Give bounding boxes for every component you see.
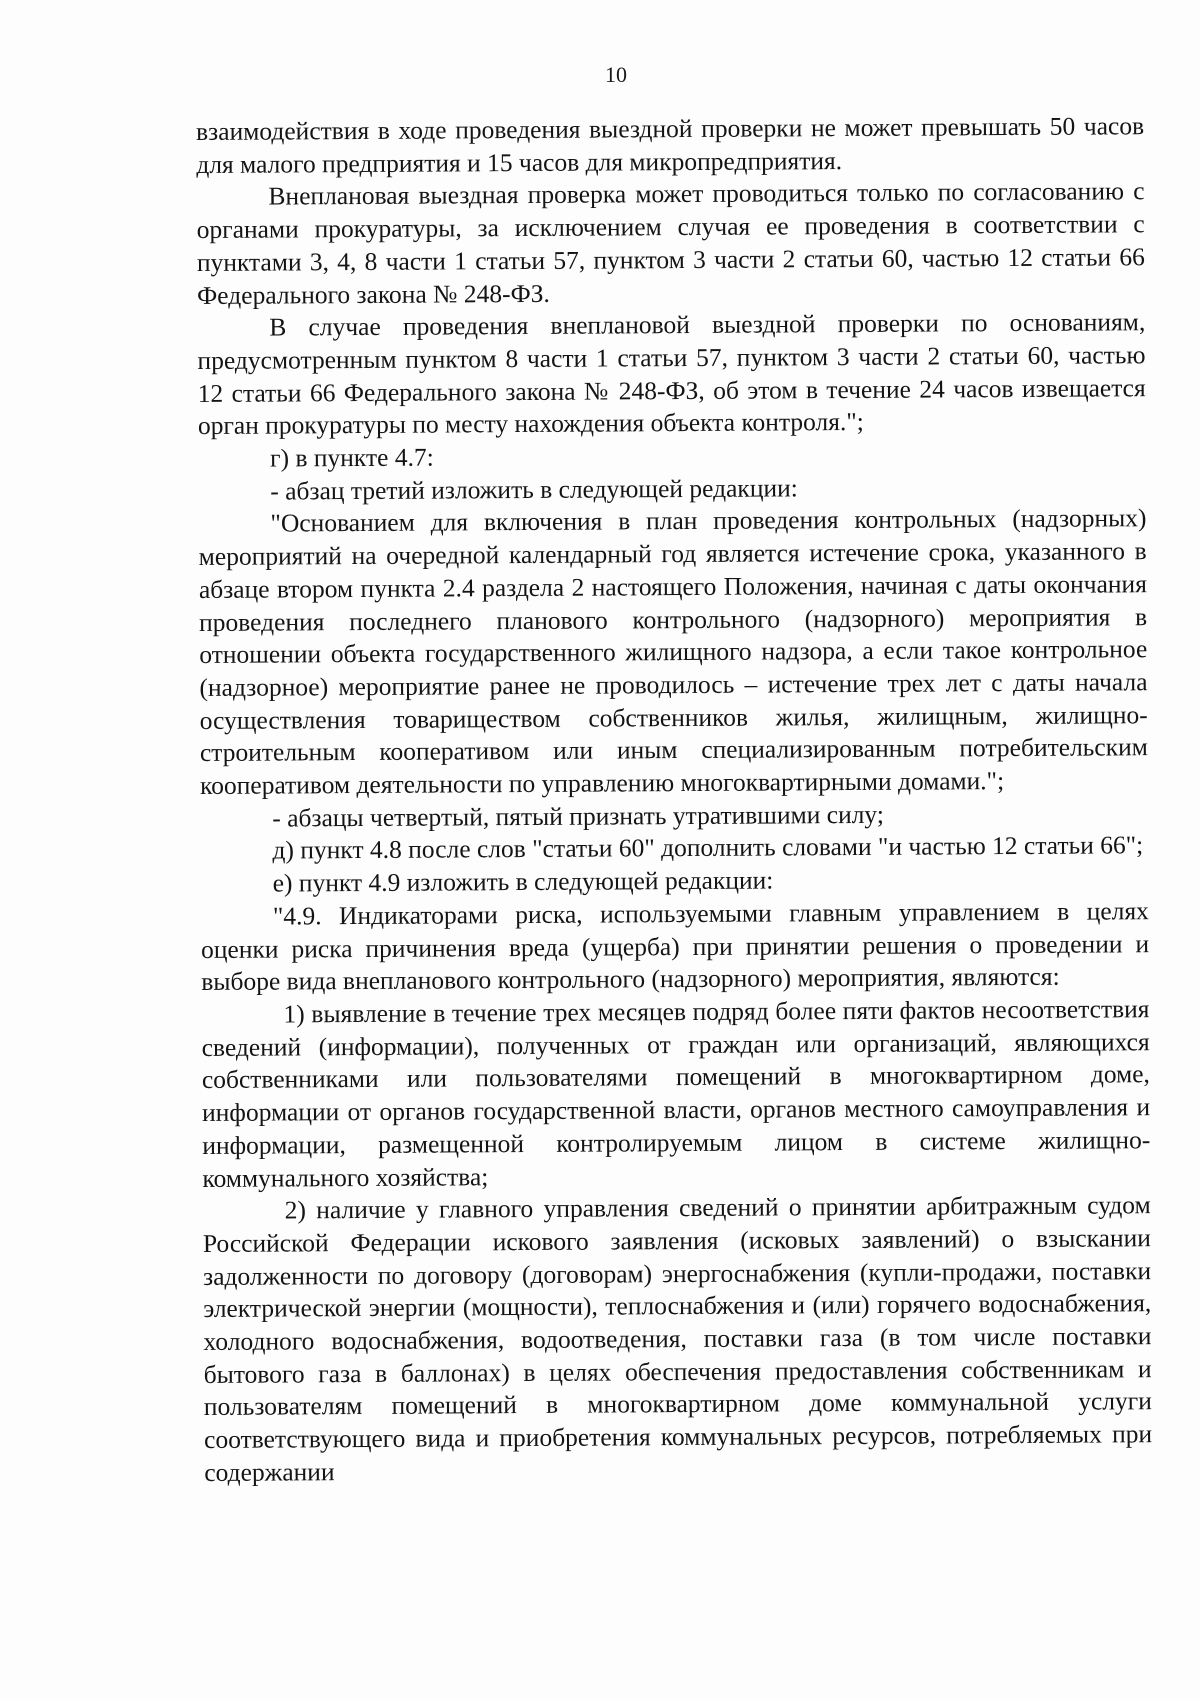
paragraph-indicator-1: 1) выявление в течение трех месяцев подряд более пяти фактов несоответствия сведений (информации), полученных от граждан или организаций, являющихся собственниками или пользователями помещений в многоквартирном доме, информации от органов государственной власти, органов местного самоуправления и информации, размещенной контролируемым лицом в системе жилищно-коммунального хозяйства; bbox=[201, 994, 1151, 1193]
paragraph-unscheduled-inspection: Внеплановая выездная проверка может проводиться только по согласованию с органами прокуратуры, за исключением случая ее проведения в соответствии с пунктами 3, 4, 8 части 1 статьи 57, пунктом 3 части 2 статьи 60, частью 12 статьи 66 Федерального закона № 248-ФЗ. bbox=[196, 176, 1145, 310]
paragraph-clauses-invalid: - абзацы четвертый, пятый признать утратившими силу; bbox=[272, 799, 884, 833]
paragraph-indicator-2: 2) наличие у главного управления сведений о принятии арбитражным судом Российской Федерации искового заявления (исковых заявлений) о взыскании задолженности по договору (договорам) энергоснабжения (купли-продажи, поставки электрической энергии (мощности), теплоснабжения и (или) горячего водоснабжения, холодного водоснабжения, водоотведения, поставки газа (в том числе поставки бытового газа в баллонах) в целях обеспечения предоставления собственникам и пользователям помещений в многоквартирном доме коммунальной услуги соответствующего вида и приобретения коммунальных ресурсов, потребляемых при содержании bbox=[202, 1190, 1153, 1487]
paragraph-item-d: д) пункт 4.8 после слов "статьи 60" дополнить словами "и частью 12 статьи 66"; bbox=[272, 830, 1144, 866]
paragraph-item-g: г) в пункте 4.7: bbox=[270, 442, 434, 473]
paragraph-risk-indicators: "4.9. Индикаторами риска, используемыми главным управлением в целях оценки риска причинения вреда (ущерба) при принятии решения о проведении и выборе вида внепланового контрольного (надзорного) мероприятия, являются: bbox=[201, 896, 1150, 997]
paragraph-continuation: взаимодействия в ходе проведения выездной проверки не может превышать 50 часов для малого предприятия и 15 часов для микропредприятия. bbox=[196, 111, 1145, 179]
page-number: 10 bbox=[605, 62, 627, 87]
paragraph-prosecutor-notice: В случае проведения внеплановой выездной проверки по основаниям, предусмотренным пунктом 8 части 1 статьи 57, пунктом 3 части 2 статьи 60, частью 12 статьи 66 Федерального закона № 248-ФЗ, об этом в течение 24 часов извещается орган прокуратуры по месту нахождения объекта контроля."; bbox=[197, 307, 1146, 441]
document-body bbox=[196, 110, 1152, 1489]
paragraph-plan-basis: "Основанием для включения в план проведения контрольных (надзорных) мероприятий на очередной календарный год является истечение срока, указанного в абзаце втором пункта 2.4 раздела 2 настоящего Положения, начиная с даты окончания проведения последнего планового контрольного (надзорного) мероприятия в отношении объекта государственного жилищного надзора, а если такое контрольное (надзорное) мероприятие ранее не проводилось – истечение трех лет с даты начала осуществления товариществом собственников жилья, жилищным, жилищно-строительным кооперативом или иным специализированным потребительским кооперативом деятельности по управлению многоквартирными домами."; bbox=[198, 503, 1148, 801]
paragraph-third-clause: - абзац третий изложить в следующей редакции: bbox=[270, 473, 798, 506]
paragraph-item-e: е) пункт 4.9 изложить в следующей редакции: bbox=[272, 865, 774, 898]
